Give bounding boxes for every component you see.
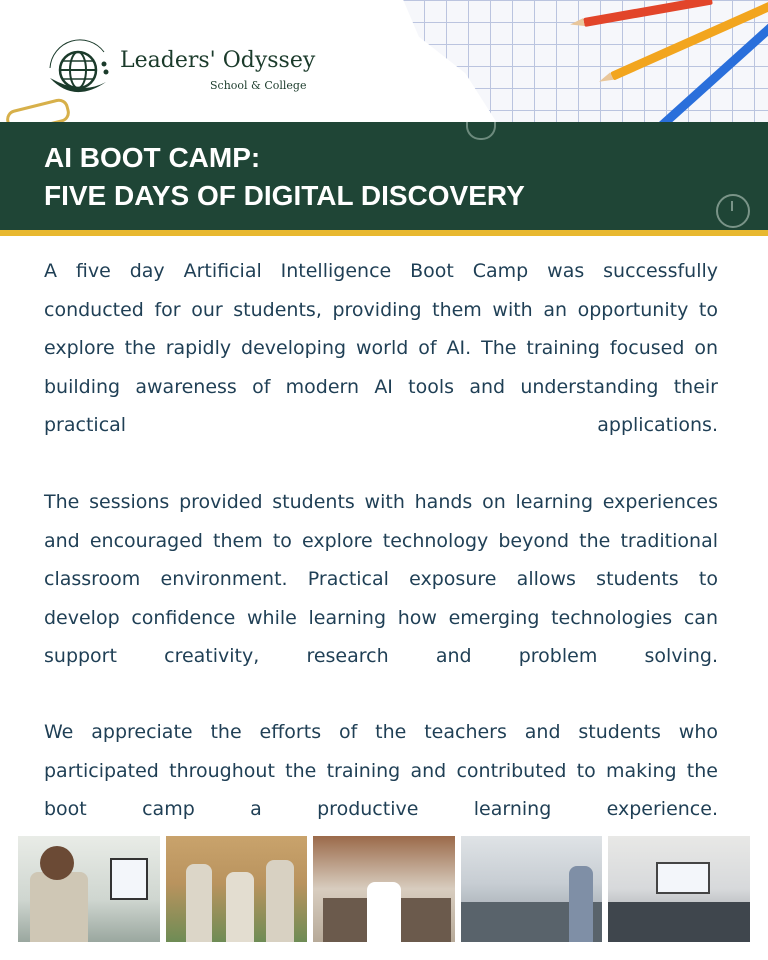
- paragraph-sessions: The sessions provided students with hands on learning experiences and encouraged them to explore technology beyond the traditional classroom environment. Practical exposure allows students to develop confidence while learning how emerging technologies can support creativity, research and problem solving.: [44, 491, 718, 667]
- globe-logo-icon: [44, 38, 116, 100]
- photo-classroom-seminar: [313, 836, 455, 942]
- student-head: [40, 846, 74, 880]
- alarm-clock-icon: [716, 194, 750, 228]
- page-title-line-2: FIVE DAYS OF DIGITAL DISCOVERY: [44, 180, 525, 211]
- header: [0, 0, 768, 122]
- student-figure: [226, 872, 254, 942]
- photo-strip: [18, 836, 750, 942]
- photo-presentation-room: [608, 836, 750, 942]
- monitor-shape: [110, 858, 148, 900]
- student-figure: [30, 872, 88, 942]
- photo-computer-lab: [461, 836, 603, 942]
- paragraph-appreciation: We appreciate the efforts of the teachers and students who participated throughout the training and contributed to making the boot camp a productive learning experience.: [44, 721, 718, 820]
- title-band: [0, 122, 768, 236]
- paragraph-intro: A five day Artificial Intelligence Boot Camp was successfully conducted for our students, providing them with an opportunity to explore the rapidly developing world of AI. The training focused on building awareness of modern AI tools and understanding their practical applications.: [44, 260, 718, 436]
- projector-screen: [656, 862, 710, 894]
- page-title-line-1: AI BOOT CAMP:: [44, 142, 261, 173]
- teacher-figure: [569, 866, 593, 942]
- student-figure: [186, 864, 212, 942]
- doodle-decoration: [466, 122, 496, 140]
- speaker-figure: [367, 882, 401, 942]
- graph-paper-decoration: [380, 0, 768, 122]
- photo-student-at-computer: [18, 836, 160, 942]
- brand-subtitle: School & College: [210, 79, 307, 92]
- brand-name: Leaders' Odyssey: [120, 48, 316, 73]
- photo-students-outdoors: [166, 836, 308, 942]
- student-figure: [266, 860, 294, 942]
- seated-students: [608, 902, 750, 942]
